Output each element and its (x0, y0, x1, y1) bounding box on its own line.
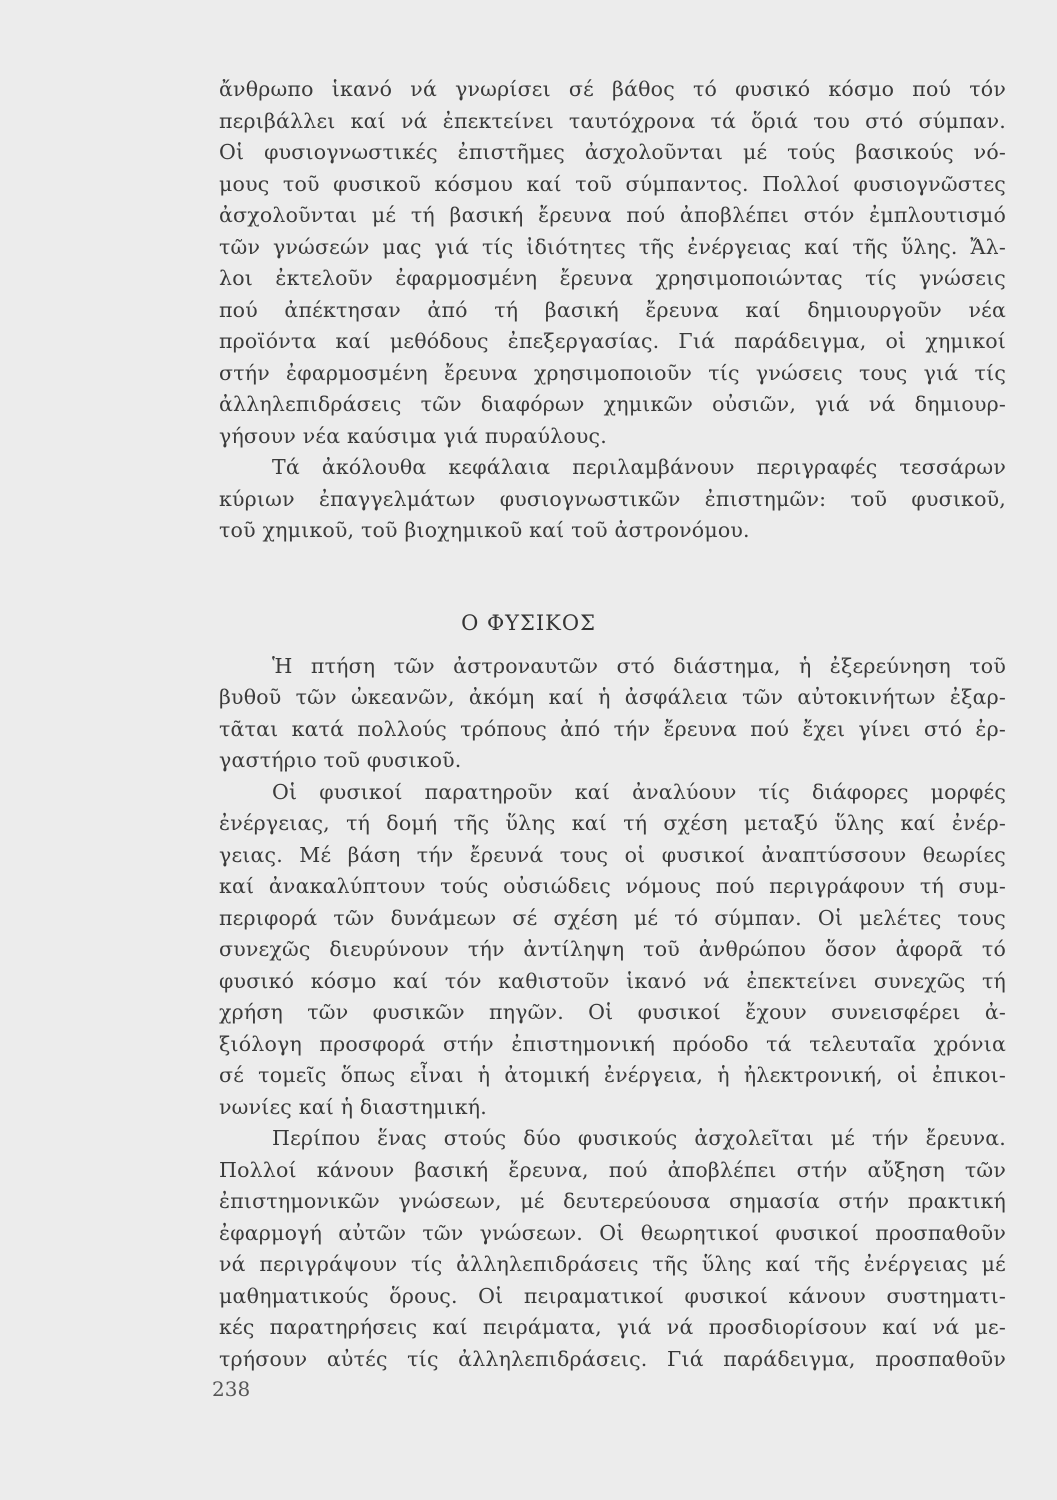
text-line: τοῦ χημικοῦ, τοῦ βιοχημικοῦ καί τοῦ ἀστρονόμου. (219, 518, 750, 542)
text-line: γειας. Μέ βάση τήν ἔρευνά τους οἱ φυσικοί ἀναπτύσσουν θεωρίες (219, 843, 1006, 867)
text-line: ἐφαρμογή αὐτῶν τῶν γνώσεων. Οἱ θεωρητικοί φυσικοί προσπαθοῦν (219, 1221, 1006, 1245)
text-line: χρήση τῶν φυσικῶν πηγῶν. Οἱ φυσικοί ἔχουν συνεισφέρει ἀ- (219, 1000, 1006, 1024)
text-line: ξιόλογη προσφορά στήν ἐπιστημονική πρόοδο τά τελευταῖα χρόνια (219, 1032, 1006, 1056)
text-line: ἀσχολοῦνται μέ τή βασική ἔρευνα πού ἀποβλέπει στόν ἐμπλουτισμό (219, 203, 1006, 227)
text-line: Οἱ φυσικοί παρατηροῦν καί ἀναλύουν τίς διάφορες μορφές (272, 780, 1006, 804)
text-line: κύριων ἐπαγγελμάτων φυσιογνωστικῶν ἐπιστημῶν: τοῦ φυσικοῦ, (219, 487, 1006, 511)
text-line: προϊόντα καί μεθόδους ἐπεξεργασίας. Γιά παράδειγμα, οἱ χημικοί (219, 329, 1006, 353)
text-line: βυθοῦ τῶν ὠκεανῶν, ἀκόμη καί ἡ ἀσφάλεια τῶν αὐτοκινήτων ἐξαρ- (219, 685, 1006, 709)
text-line: περιβάλλει καί νά ἐπεκτείνει ταυτόχρονα τά ὅριά του στό σύμπαν. (219, 109, 1006, 133)
text-line: Ἡ πτήση τῶν ἀστροναυτῶν στό διάστημα, ἡ ἐξερεύνηση τοῦ (272, 654, 1006, 678)
section-heading: Ο ΦΥΣΙΚΟΣ (461, 611, 596, 635)
text-line: ἄνθρωπο ἱκανό νά γνωρίσει σέ βάθος τό φυσικό κόσμο πού τόν (219, 77, 1006, 101)
text-line: Πολλοί κάνουν βασική ἔρευνα, πού ἀποβλέπει στήν αὔξηση τῶν (219, 1158, 1006, 1182)
text-line: συνεχῶς διευρύνουν τήν ἀντίληψη τοῦ ἀνθρώπου ὅσον ἀφορᾶ τό (219, 937, 1006, 961)
text-line: Οἱ φυσιογνωστικές ἐπιστῆμες ἀσχολοῦνται μέ τούς βασικούς νό- (219, 140, 1006, 164)
text-line: ἀλληλεπιδράσεις τῶν διαφόρων χημικῶν οὐσιῶν, γιά νά δημιουρ- (219, 392, 1006, 416)
text-line: τᾶται κατά πολλούς τρόπους ἀπό τήν ἔρευνα πού ἔχει γίνει στό ἐρ- (219, 717, 1006, 741)
text-line: φυσικό κόσμο καί τόν καθιστοῦν ἱκανό νά ἐπεκτείνει συνεχῶς τή (219, 969, 1006, 993)
text-line: στήν ἐφαρμοσμένη ἔρευνα χρησιμοποιοῦν τίς γνώσεις τους γιά τίς (219, 361, 1006, 385)
text-line: καί ἀνακαλύπτουν τούς οὐσιώδεις νόμους πού περιγράφουν τή συμ- (219, 874, 1006, 898)
text-line: περιφορά τῶν δυνάμεων σέ σχέση μέ τό σύμπαν. Οἱ μελέτες τους (219, 906, 1006, 930)
text-line: ἐπιστημονικῶν γνώσεων, μέ δευτερεύουσα σημασία στήν πρακτική (219, 1189, 1006, 1213)
text-line: μαθηματικούς ὅρους. Οἱ πειραματικοί φυσικοί κάνουν συστηματι- (219, 1284, 1006, 1308)
text-line: πού ἀπέκτησαν ἀπό τή βασική ἔρευνα καί δημιουργοῦν νέα (219, 298, 1006, 322)
text-line: νά περιγράψουν τίς ἀλληλεπιδράσεις τῆς ὕλης καί τῆς ἐνέργειας μέ (219, 1252, 1006, 1276)
text-line: κές παρατηρήσεις καί πειράματα, γιά νά προσδιορίσουν καί νά με- (219, 1315, 1006, 1339)
text-line: σέ τομεῖς ὅπως εἶναι ἡ ἀτομική ἐνέργεια, ἡ ἠλεκτρονική, οἱ ἐπικοι- (219, 1063, 1006, 1087)
text-line: ἐνέργειας, τή δομή τῆς ὕλης καί τή σχέση μεταξύ ὕλης καί ἐνέρ- (219, 811, 1006, 835)
text-line: τρήσουν αὐτές τίς ἀλληλεπιδράσεις. Γιά παράδειγμα, προσπαθοῦν (219, 1347, 1006, 1371)
text-line: λοι ἐκτελοῦν ἐφαρμοσμένη ἔρευνα χρησιμοποιώντας τίς γνώσεις (219, 266, 1006, 290)
text-line: τῶν γνώσεών μας γιά τίς ἰδιότητες τῆς ἐνέργειας καί τῆς ὕλης. Ἄλ- (219, 235, 1006, 259)
text-line: γήσουν νέα καύσιμα γιά πυραύλους. (219, 424, 607, 448)
text-line: γαστήριο τοῦ φυσικοῦ. (219, 748, 462, 772)
text-line: νωνίες καί ἡ διαστημική. (219, 1095, 487, 1119)
text-line: Περίπου ἕνας στούς δύο φυσικούς ἀσχολεῖται μέ τήν ἔρευνα. (272, 1126, 1006, 1150)
page-number: 238 (212, 1377, 251, 1401)
text-line: μους τοῦ φυσικοῦ κόσμου καί τοῦ σύμπαντος. Πολλοί φυσιογνῶστες (219, 172, 1006, 196)
text-line: Τά ἀκόλουθα κεφάλαια περιλαμβάνουν περιγραφές τεσσάρων (272, 455, 1006, 479)
